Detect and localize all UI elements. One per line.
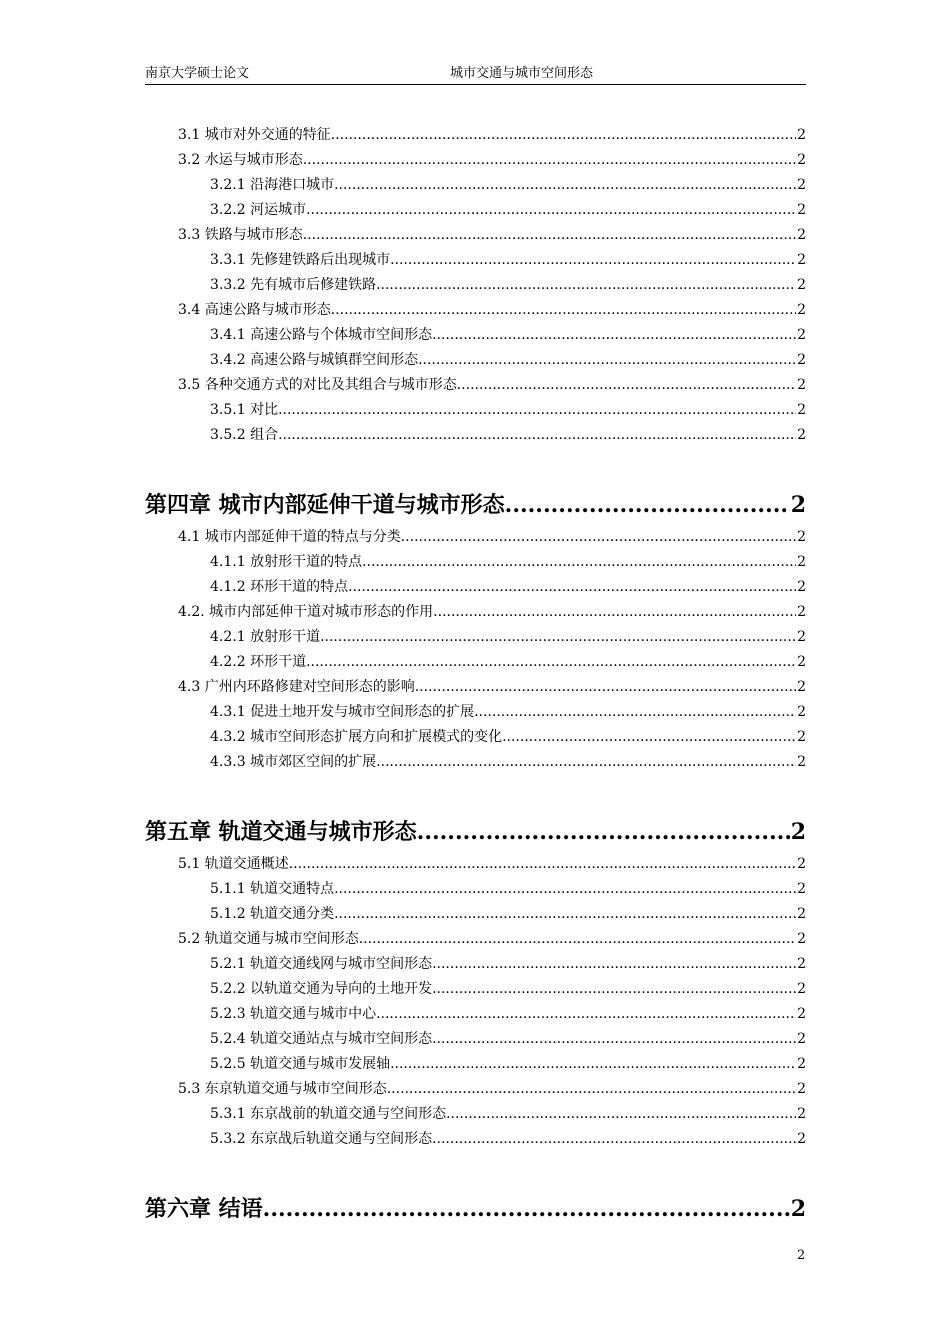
toc-entry-label: 3.1 城市对外交通的特征 — [178, 127, 331, 143]
toc-entry-page: 2 — [797, 981, 806, 997]
toc-entry-page: 2 — [797, 202, 806, 218]
toc-entry-label: 4.1 城市内部延伸干道的特点与分类 — [178, 529, 401, 545]
toc-leader-dots — [289, 852, 796, 877]
toc-entry-label: 3.2.2 河运城市 — [210, 202, 307, 218]
toc-entry-label: 5.1 轨道交通概述 — [178, 856, 289, 872]
toc-entry-label: 4.1.1 放射形干道的特点 — [210, 554, 363, 570]
toc-entry-label: 4.2.1 放射形干道 — [210, 629, 321, 645]
toc-entry[interactable] — [178, 927, 806, 952]
toc-entry[interactable] — [178, 373, 806, 398]
toc-entry-page: 2 — [797, 856, 806, 872]
toc-leader-dots — [505, 485, 790, 525]
toc-entry-label: 3.5 各种交通方式的对比及其组合与城市形态 — [178, 377, 457, 393]
header-title: 城市交通与城市空间形态 — [450, 66, 594, 81]
toc-entry-label: 3.3 铁路与城市形态 — [178, 227, 303, 243]
toc-entry-page: 2 — [797, 327, 806, 343]
toc-leader-dots — [418, 348, 796, 373]
toc-entry[interactable] — [210, 1127, 806, 1152]
toc-entry-page: 2 — [797, 529, 806, 545]
toc-entry[interactable] — [210, 173, 806, 198]
toc-entry-page: 2 — [797, 654, 806, 670]
toc-entry-page: 2 — [797, 1031, 806, 1047]
toc-entry-page: 2 — [797, 252, 806, 268]
toc-entry-page: 2 — [797, 227, 806, 243]
toc-entry-page: 2 — [797, 1006, 806, 1022]
toc-entry[interactable] — [210, 700, 806, 725]
page-header — [145, 66, 806, 85]
toc-leader-dots — [303, 223, 796, 248]
toc-entry-label: 3.3.2 先有城市后修建铁路 — [210, 277, 377, 293]
toc-entry-page: 2 — [797, 302, 806, 318]
toc-entry[interactable] — [210, 348, 806, 373]
page-number: 2 — [797, 1248, 806, 1263]
toc-entry-label: 5.3 东京轨道交通与城市空间形态 — [178, 1081, 387, 1097]
toc-entry-label: 5.2.4 轨道交通站点与城市空间形态 — [210, 1031, 433, 1047]
toc-entry-label: 5.2 轨道交通与城市空间形态 — [178, 931, 359, 947]
toc-leader-dots — [387, 1077, 796, 1102]
toc-entry-label: 3.4 高速公路与城市形态 — [178, 302, 331, 318]
toc-entry[interactable] — [178, 675, 806, 700]
toc-leader-dots — [263, 1189, 790, 1229]
toc-leader-dots — [348, 575, 796, 600]
toc-entry[interactable] — [210, 952, 806, 977]
toc-entry-page: 2 — [797, 931, 806, 947]
toc-entry[interactable] — [210, 198, 806, 223]
toc-entry[interactable] — [210, 550, 806, 575]
toc-entry-page: 2 — [797, 554, 806, 570]
section-gap — [0, 1152, 950, 1189]
toc-entry-page: 2 — [797, 1131, 806, 1147]
toc-leader-dots — [502, 725, 796, 750]
toc-entry-page: 2 — [797, 956, 806, 972]
toc-leader-dots — [320, 625, 796, 650]
toc-entry-page: 2 — [797, 881, 806, 897]
toc-leader-dots — [390, 248, 796, 273]
toc-entry-label: 3.2 水运与城市形态 — [178, 152, 303, 168]
toc-entry-page: 2 — [797, 704, 806, 720]
toc-leader-dots — [334, 902, 796, 927]
toc-entry-page: 2 — [790, 819, 806, 845]
toc-entry-page: 2 — [797, 177, 806, 193]
toc-entry[interactable] — [210, 650, 806, 675]
toc-leader-dots — [432, 1027, 796, 1052]
toc-entry-page: 2 — [797, 1056, 806, 1072]
section-gap — [0, 448, 950, 485]
toc-chapter-entry[interactable] — [145, 1189, 806, 1229]
toc-leader-dots — [376, 1002, 796, 1027]
toc-entry-label: 5.1.2 轨道交通分类 — [210, 906, 335, 922]
toc-entry[interactable] — [210, 725, 806, 750]
toc-entry-label: 5.2.3 轨道交通与城市中心 — [210, 1006, 377, 1022]
toc-entry-page: 2 — [797, 1106, 806, 1122]
toc-entry[interactable] — [210, 625, 806, 650]
toc-leader-dots — [306, 198, 796, 223]
toc-entry-page: 2 — [797, 579, 806, 595]
toc-leader-dots — [362, 550, 796, 575]
toc-entry[interactable] — [210, 750, 806, 775]
toc-leader-dots — [331, 123, 796, 148]
toc-entry-label: 5.2.2 以轨道交通为导向的土地开发 — [210, 981, 433, 997]
toc-entry[interactable] — [210, 877, 806, 902]
toc-leader-dots — [334, 877, 796, 902]
toc-entry[interactable] — [210, 902, 806, 927]
toc-entry-label: 4.3.3 城市郊区空间的扩展 — [210, 754, 377, 770]
toc-entry[interactable] — [178, 600, 806, 625]
toc-entry-page: 2 — [797, 1081, 806, 1097]
toc-entry-label: 5.3.1 东京战前的轨道交通与空间形态 — [210, 1106, 447, 1122]
toc-entry[interactable] — [210, 1102, 806, 1127]
toc-entry-label: 3.3.1 先修建铁路后出现城市 — [210, 252, 391, 268]
toc-leader-dots — [278, 398, 796, 423]
toc-entry-label: 第四章 城市内部延伸干道与城市形态 — [145, 492, 505, 518]
toc-entry[interactable] — [210, 1052, 806, 1077]
toc-entry-label: 第六章 结语 — [145, 1196, 263, 1222]
toc-leader-dots — [417, 812, 790, 852]
toc-leader-dots — [359, 927, 796, 952]
toc-leader-dots — [334, 173, 796, 198]
toc-entry-label: 4.3.2 城市空间形态扩展方向和扩展模式的变化 — [210, 729, 503, 745]
toc-entry-page: 2 — [797, 427, 806, 443]
toc-entry-page: 2 — [797, 629, 806, 645]
table-of-contents — [0, 123, 950, 1229]
toc-entry-page: 2 — [797, 402, 806, 418]
toc-entry[interactable] — [178, 148, 806, 173]
toc-entry-label: 第五章 轨道交通与城市形态 — [145, 819, 417, 845]
section-gap — [0, 775, 950, 812]
toc-entry-label: 3.4.1 高速公路与个体城市空间形态 — [210, 327, 433, 343]
toc-entry-label: 4.3 广州内环路修建对空间形态的影响 — [178, 679, 415, 695]
toc-entry-label: 3.2.1 沿海港口城市 — [210, 177, 335, 193]
toc-entry[interactable] — [178, 852, 806, 877]
toc-entry-label: 3.4.2 高速公路与城镇群空间形态 — [210, 352, 419, 368]
toc-entry-label: 4.2.2 环形干道 — [210, 654, 307, 670]
toc-leader-dots — [474, 700, 796, 725]
toc-entry-page: 2 — [797, 377, 806, 393]
toc-leader-dots — [306, 650, 796, 675]
toc-entry[interactable] — [210, 398, 806, 423]
toc-entry-label: 5.1.1 轨道交通特点 — [210, 881, 335, 897]
toc-entry-page: 2 — [790, 492, 806, 518]
toc-entry[interactable] — [178, 298, 806, 323]
toc-entry[interactable] — [210, 575, 806, 600]
toc-leader-dots — [432, 952, 796, 977]
toc-leader-dots — [433, 600, 796, 625]
toc-entry[interactable] — [210, 273, 806, 298]
toc-entry[interactable] — [178, 123, 806, 148]
toc-leader-dots — [390, 1052, 796, 1077]
toc-leader-dots — [376, 273, 796, 298]
toc-leader-dots — [432, 1127, 796, 1152]
toc-entry-label: 4.3.1 促进土地开发与城市空间形态的扩展 — [210, 704, 475, 720]
toc-entry-page: 2 — [797, 906, 806, 922]
toc-entry[interactable] — [210, 1002, 806, 1027]
toc-leader-dots — [415, 675, 796, 700]
toc-entry-label: 5.2.5 轨道交通与城市发展轴 — [210, 1056, 391, 1072]
toc-entry[interactable] — [210, 977, 806, 1002]
toc-leader-dots — [376, 750, 796, 775]
toc-entry[interactable] — [210, 323, 806, 348]
toc-entry[interactable] — [210, 1027, 806, 1052]
toc-entry-page: 2 — [797, 127, 806, 143]
toc-entry-label: 5.3.2 东京战后轨道交通与空间形态 — [210, 1131, 433, 1147]
toc-leader-dots — [432, 977, 796, 1002]
toc-entry-label: 3.5.2 组合 — [210, 427, 279, 443]
toc-entry-label: 3.5.1 对比 — [210, 402, 279, 418]
toc-entry[interactable] — [210, 248, 806, 273]
toc-chapter-entry[interactable] — [145, 812, 806, 852]
toc-entry-page: 2 — [797, 152, 806, 168]
toc-leader-dots — [401, 525, 796, 550]
toc-entry[interactable] — [210, 423, 806, 448]
toc-leader-dots — [303, 148, 796, 173]
toc-entry-page: 2 — [790, 1196, 806, 1222]
toc-entry-page: 2 — [797, 277, 806, 293]
toc-leader-dots — [278, 423, 796, 448]
toc-entry-page: 2 — [797, 754, 806, 770]
toc-chapter-entry[interactable] — [145, 485, 806, 525]
toc-entry-page: 2 — [797, 604, 806, 620]
toc-entry[interactable] — [178, 223, 806, 248]
toc-leader-dots — [457, 373, 796, 398]
toc-entry[interactable] — [178, 525, 806, 550]
toc-entry-label: 4.1.2 环形干道的特点 — [210, 579, 349, 595]
toc-leader-dots — [446, 1102, 796, 1127]
toc-entry-label: 5.2.1 轨道交通线网与城市空间形态 — [210, 956, 433, 972]
toc-entry-label: 4.2. 城市内部延伸干道对城市形态的作用 — [178, 604, 434, 620]
toc-entry[interactable] — [178, 1077, 806, 1102]
toc-leader-dots — [331, 298, 796, 323]
toc-entry-page: 2 — [797, 352, 806, 368]
toc-entry-page: 2 — [797, 729, 806, 745]
header-university: 南京大学硕士论文 — [145, 66, 250, 81]
toc-entry-page: 2 — [797, 679, 806, 695]
toc-leader-dots — [432, 323, 796, 348]
